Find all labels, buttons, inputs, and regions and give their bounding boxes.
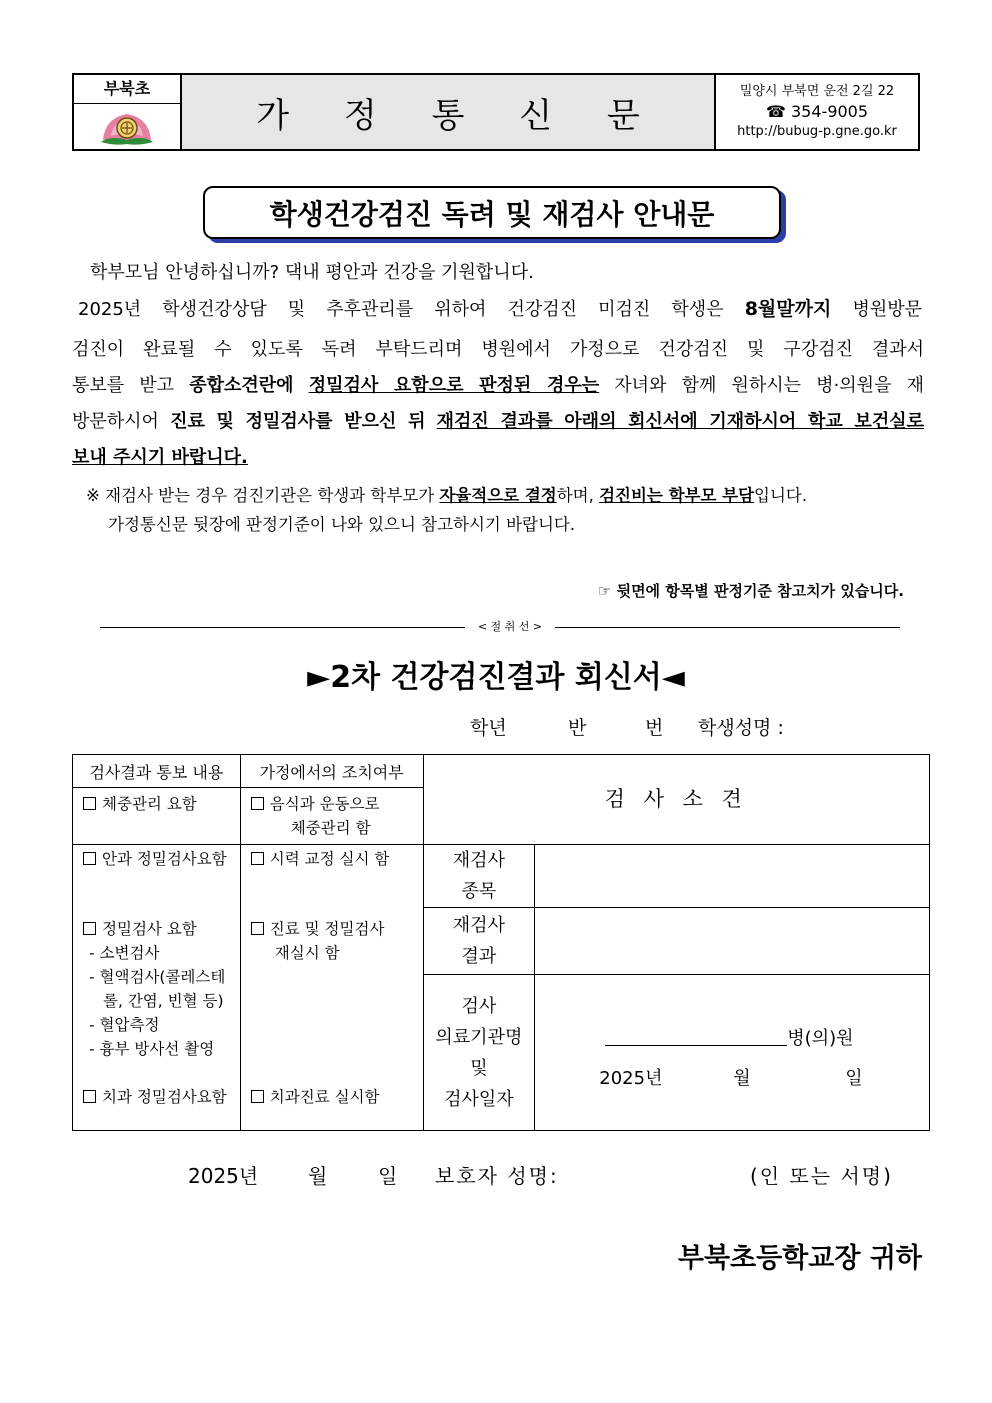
sign-year: 2025년 bbox=[188, 1164, 259, 1188]
checkbox[interactable] bbox=[83, 797, 96, 810]
institution-field[interactable] bbox=[535, 975, 930, 1131]
cut-line-left bbox=[100, 627, 465, 628]
col-header-action: 가정에서의 조치여부 bbox=[240, 755, 423, 788]
checkbox[interactable] bbox=[83, 922, 96, 935]
detail-item: - 혈압측정 bbox=[89, 1016, 160, 1034]
checkbox[interactable] bbox=[251, 1090, 264, 1103]
detail-item: - 혈액검사(콜레스테 bbox=[89, 968, 226, 986]
recheck-result-field[interactable] bbox=[535, 908, 930, 975]
eye-action: 시력 교정 실시 함 bbox=[251, 847, 415, 871]
pointing-hand-icon: ☞ bbox=[597, 582, 612, 600]
col-header-result: 검사결과 통보 내용 bbox=[73, 755, 241, 788]
notice-line-1: ※ 재검사 받는 경우 검진기관은 학생과 학부모가 자율적으로 결정하며, 검진비는 학부모 부담입니다. bbox=[86, 486, 808, 505]
action-options bbox=[240, 845, 423, 1131]
sign-day: 일 bbox=[378, 1164, 398, 1188]
letter-title: 가 정 통 신 문 bbox=[182, 75, 716, 149]
notice-line-2: 가정통신문 뒷장에 판정기준이 나와 있으니 참고하시기 바랍니다. bbox=[108, 515, 576, 534]
hospital-blank[interactable] bbox=[605, 1027, 787, 1046]
eye-option: 안과 정밀검사요함 bbox=[83, 847, 232, 871]
paragraph-line-3: 통보를 받고 종합소견란에 정밀검사 요함으로 판정된 경우는 자녀와 함께 원하시는 병·의원을 재 bbox=[72, 375, 924, 396]
dental-option: 치과 정밀검사요함 bbox=[83, 1085, 232, 1109]
detail-option: 정밀검사 요함 bbox=[83, 917, 232, 941]
guardian-name-label: 보호자 성명: bbox=[435, 1164, 559, 1188]
checkbox[interactable] bbox=[251, 797, 264, 810]
detail-action: 진료 및 정밀검사 bbox=[251, 917, 415, 941]
document-title: 학생건강검진 독려 및 재검사 안내문 bbox=[203, 186, 781, 239]
recheck-item-label: 재검사 종목 bbox=[423, 845, 535, 908]
paragraph-line-4: 방문하시어 진료 및 정밀검사를 받으신 뒤 재검진 결과를 아래의 회신서에 기재하시어 학교 보건실로 bbox=[72, 411, 924, 432]
hospital-line: 병(의)원 bbox=[535, 1024, 929, 1050]
school-phone: ☎ 354-9005 bbox=[765, 102, 869, 121]
result-table bbox=[72, 754, 930, 1131]
seal-or-signature: (인 또는 서명) bbox=[750, 1164, 893, 1188]
recipient: 부북초등학교장 귀하 bbox=[677, 1243, 922, 1274]
school-website: http://bubug-p.gne.go.kr bbox=[737, 124, 897, 139]
cut-line-right bbox=[555, 627, 900, 628]
school-contact bbox=[716, 75, 918, 149]
class-label: 반 bbox=[568, 717, 587, 739]
row-weight-action: 음식과 운동으로 체중관리 함 bbox=[240, 788, 423, 845]
school-name: 부북초 bbox=[74, 75, 180, 104]
col-header-findings: 검 사 소 견 bbox=[423, 755, 930, 845]
grade-label: 학년 bbox=[470, 717, 507, 739]
paragraph-line-5: 보내 주시기 바랍니다. bbox=[72, 447, 248, 468]
school-logo-icon bbox=[74, 104, 180, 150]
letter-header bbox=[72, 73, 920, 151]
sign-month: 월 bbox=[308, 1164, 328, 1188]
paragraph-line-2: 검진이 완료될 수 있도록 독려 부탁드리며 병원에서 가정으로 건강검진 및 구강검진 결과서 bbox=[72, 339, 924, 360]
detail-action-line-2: 재실시 함 bbox=[274, 944, 340, 962]
checkbox[interactable] bbox=[251, 922, 264, 935]
checkbox[interactable] bbox=[83, 1090, 96, 1103]
recheck-item-field[interactable] bbox=[535, 845, 930, 908]
student-name-label: 학생성명 : bbox=[698, 717, 784, 739]
dental-action: 치과진료 실시함 bbox=[251, 1085, 415, 1109]
detail-item: - 소변검사 bbox=[89, 944, 160, 962]
institution-label: 검사 의료기관명 및 검사일자 bbox=[423, 975, 535, 1131]
cut-line-label: < 절 취 선 > bbox=[477, 620, 543, 633]
cut-line bbox=[100, 618, 900, 638]
exam-date-line: 2025년 월 일 bbox=[599, 1067, 863, 1089]
checkbox[interactable] bbox=[83, 852, 96, 865]
detail-item: - 흉부 방사선 촬영 bbox=[89, 1040, 215, 1058]
row-weight-result: 체중관리 요함 bbox=[73, 788, 241, 845]
paragraph-line-1: 2025년 학생건강상담 및 추후관리를 위하여 건강검진 미검진 학생은 8월말까지 병원방문 bbox=[78, 298, 922, 320]
school-address: 밀양시 부북면 운전 2길 22 bbox=[739, 84, 895, 99]
school-block bbox=[74, 75, 182, 149]
back-page-note: ☞ 뒷면에 항목별 판정기준 참고치가 있습니다. bbox=[597, 582, 904, 600]
result-options bbox=[73, 845, 241, 1131]
greeting: 학부모님 안녕하십니까? 댁내 평안과 건강을 기원합니다. bbox=[90, 262, 534, 283]
recheck-result-label: 재검사 결과 bbox=[423, 908, 535, 975]
reply-form-title: ►2차 건강검진결과 회신서◄ bbox=[307, 660, 685, 695]
number-label: 번 bbox=[645, 717, 664, 739]
phone-icon: ☎ bbox=[765, 102, 786, 121]
detail-item: 롤, 간염, 빈혈 등) bbox=[103, 992, 224, 1010]
checkbox[interactable] bbox=[251, 852, 264, 865]
